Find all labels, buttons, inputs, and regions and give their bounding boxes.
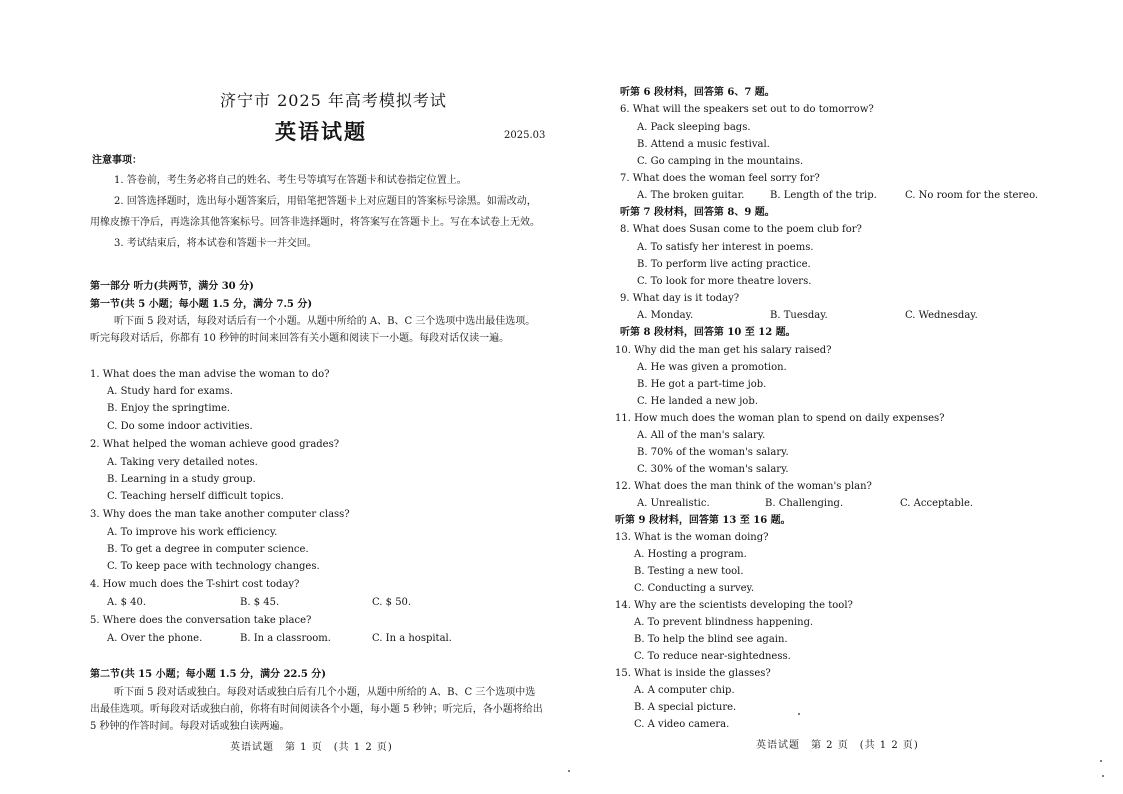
answer-option: A. Over the phone.	[107, 633, 203, 644]
answer-option: A. To prevent blindness happening.	[634, 617, 814, 628]
question-stem: 3. Why does the man take another computer class?	[90, 509, 350, 520]
answer-option: B. $ 45.	[240, 597, 280, 608]
notice-item: 1. 答卷前，考生务必将自己的姓名、考生号等填写在答题卡和试卷指定位置上。	[114, 175, 467, 186]
answer-option: C. He landed a new job.	[637, 396, 758, 407]
answer-option: C. Do some indoor activities.	[107, 421, 253, 432]
answer-option: A. A computer chip.	[634, 685, 735, 696]
notice-list	[90, 170, 545, 254]
answer-option: B. He got a part-time job.	[637, 379, 767, 390]
scan-speck	[1102, 775, 1104, 777]
answer-option: B. Enjoy the springtime.	[107, 403, 231, 414]
section1-heading: 第一节(共 5 小题；每小题 1.5 分，满分 7.5 分)	[90, 299, 313, 310]
answer-option: A. Pack sleeping bags.	[637, 122, 751, 133]
notice-item: 2. 回答选择题时，选出每小题答案后，用铅笔把答题卡上对应题目的答案标号涂黑。如需改动，用橡皮擦干净后，再选涂其他答案标号。回答非选择题时，将答案写在答题卡上。写在本试卷上无效。	[90, 196, 540, 228]
question-stem: 8. What does Susan come to the poem club for?	[620, 224, 862, 235]
answer-option: B. Challenging.	[765, 498, 844, 509]
section2-instructions: 听下面 5 段对话或独白。每段对话或独白后有几个小题，从题中所给的 A、B、C 三个选项中选出最佳选项。听每段对话或独白前，你将有时间阅读各个小题，每小题 5 秒钟；听完后，各小题将给出 5 秒钟的作答时间。每段对话或独白读两遍。	[90, 687, 543, 732]
answer-option: B. Attend a music festival.	[637, 139, 770, 150]
question-stem: 12. What does the man think of the woman's plan?	[615, 481, 872, 492]
answer-option: C. Wednesday.	[905, 310, 978, 321]
answer-option: C. To keep pace with technology changes.	[107, 561, 320, 572]
notice-item: 3. 考试结束后，将本试卷和答题卡一并交回。	[114, 238, 317, 249]
question-stem: 4. How much does the T-shirt cost today?	[90, 579, 300, 590]
question-stem: 5. Where does the conversation take place?	[90, 615, 312, 626]
question-stem: 2. What helped the woman achieve good grades?	[90, 439, 340, 450]
answer-option: B. To perform live acting practice.	[637, 259, 811, 270]
question-stem: 10. Why did the man get his salary raised?	[615, 345, 832, 356]
answer-option: A. He was given a promotion.	[637, 362, 787, 373]
question-stem: 11. How much does the woman plan to spend on daily expenses?	[615, 413, 945, 424]
part1-heading: 第一部分 听力(共两节，满分 30 分)	[90, 281, 254, 292]
material-intro: 听第 7 段材料，回答第 8、9 题。	[620, 207, 775, 218]
exam-subject-title: 英语试题	[275, 119, 367, 144]
material-intro: 听第 8 段材料，回答第 10 至 12 题。	[620, 327, 796, 338]
answer-option: C. A video camera.	[634, 719, 730, 730]
section2-heading: 第二节(共 15 小题；每小题 1.5 分，满分 22.5 分)	[90, 669, 327, 680]
answer-option: A. Hosting a program.	[634, 549, 747, 560]
question-stem: 7. What does the woman feel sorry for?	[620, 173, 820, 184]
question-stem: 13. What is the woman doing?	[615, 532, 769, 543]
question-stem: 15. What is inside the glasses?	[615, 668, 771, 679]
exam-school-title: 济宁市 2025 年高考模拟考试	[220, 91, 447, 110]
answer-option: B. Length of the trip.	[770, 190, 877, 201]
answer-option: A. To satisfy her interest in poems.	[637, 242, 814, 253]
exam-date: 2025.03	[504, 130, 546, 141]
answer-option: C. Acceptable.	[900, 498, 974, 509]
scan-speck	[798, 713, 800, 715]
answer-option: A. To improve his work efficiency.	[107, 527, 278, 538]
answer-option: B. Testing a new tool.	[634, 566, 744, 577]
material-intro: 听第 9 段材料，回答第 13 至 16 题。	[615, 515, 791, 526]
answer-option: C. To look for more theatre lovers.	[637, 276, 812, 287]
notice-heading: 注意事项：	[92, 155, 142, 166]
answer-option: C. Conducting a survey.	[634, 583, 755, 594]
answer-option: A. Unrealistic.	[637, 498, 710, 509]
answer-option: C. 30% of the woman's salary.	[637, 464, 789, 475]
answer-option: A. Study hard for exams.	[107, 386, 233, 397]
scan-speck	[568, 770, 570, 772]
answer-option: C. No room for the stereo.	[905, 190, 1039, 201]
section1-instructions: 听下面 5 段对话，每段对话后有一个小题。从题中所给的 A、B、C 三个选项中选出最佳选项。听完每段对话后，你都有 10 秒钟的时间来回答有关小题和阅读下一小题。每段对话仅读一遍。	[90, 316, 536, 344]
answer-option: C. Teaching herself difficult topics.	[107, 491, 284, 502]
scan-speck	[1100, 760, 1102, 762]
answer-option: B. To help the blind see again.	[634, 634, 788, 645]
question-stem: 9. What day is it today?	[620, 293, 740, 304]
material-intro: 听第 6 段材料，回答第 6、7 题。	[620, 87, 775, 98]
question-stem: 1. What does the man advise the woman to do?	[90, 369, 330, 380]
answer-option: C. In a hospital.	[372, 633, 452, 644]
answer-option: B. In a classroom.	[240, 633, 331, 644]
answer-option: A. Taking very detailed notes.	[107, 457, 258, 468]
answer-option: B. Tuesday.	[770, 310, 828, 321]
answer-option: B. To get a degree in computer science.	[107, 544, 309, 555]
answer-option: A. All of the man's salary.	[637, 430, 766, 441]
question-stem: 6. What will the speakers set out to do tomorrow?	[620, 104, 874, 115]
answer-option: B. Learning in a study group.	[107, 474, 256, 485]
answer-option: B. A special picture.	[634, 702, 737, 713]
answer-option: C. To reduce near-sightedness.	[634, 651, 791, 662]
question-stem: 14. Why are the scientists developing the tool?	[615, 600, 853, 611]
page-footer: 英语试题 第 1 页 (共 1 2 页)	[230, 742, 393, 753]
page-footer: 英语试题 第 2 页 (共 1 2 页)	[756, 740, 919, 751]
answer-option: A. Monday.	[637, 310, 694, 321]
answer-option: C. $ 50.	[372, 597, 412, 608]
answer-option: C. Go camping in the mountains.	[637, 156, 804, 167]
exam-page-2	[560, 0, 1123, 794]
answer-option: A. The broken guitar.	[637, 190, 745, 201]
exam-page-1	[0, 0, 560, 794]
answer-option: A. $ 40.	[107, 597, 147, 608]
answer-option: B. 70% of the woman's salary.	[637, 447, 789, 458]
